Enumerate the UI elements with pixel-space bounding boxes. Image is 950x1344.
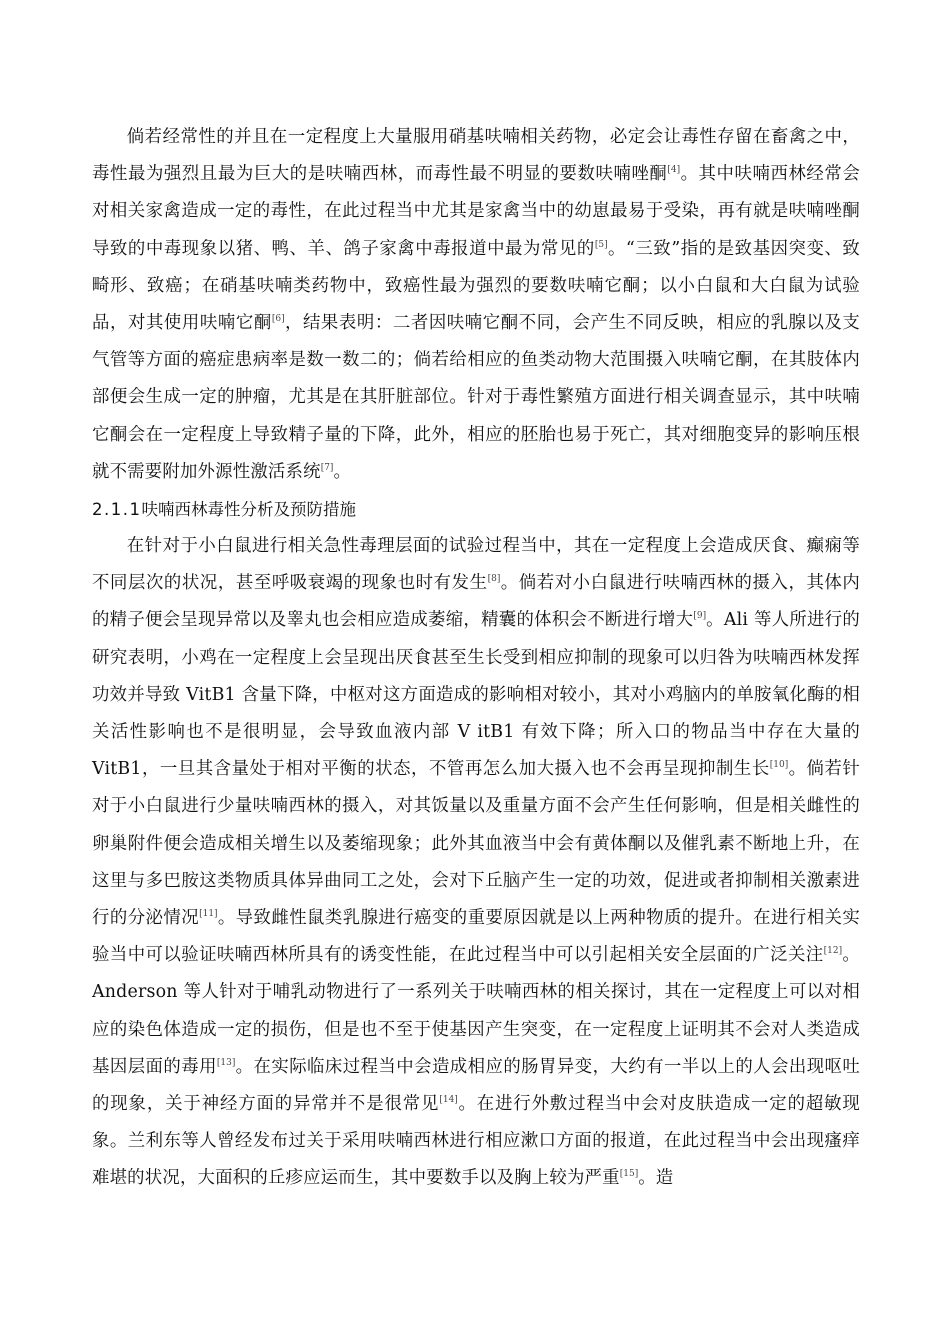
- text-segment: 。倘若针对于小白鼠进行少量呋喃西林的摄入，对其饭量以及重量方面不会产生任何影响，但是相关雌性的卵巢附件便会造成相关增生以及萎缩现象；此外其血液当中会有黄体酮以及催乳素不断地上升，在这里与多巴胺这类物质具体异曲同工之处，会对下丘脑产生一定的功效，促进或者抑制相关激素进行的分泌情况: [92, 759, 860, 929]
- citation-ref: [12]: [823, 946, 843, 957]
- citation-ref: [7]: [320, 462, 334, 473]
- text-segment: 。导致雌性鼠类乳腺进行癌变的重要原因就是以上两种物质的提升。在进行相关实验当中可以验证呋喃西林所具有的诱变性能，在此过程当中可以引起相关安全层面的广泛关注: [92, 908, 860, 966]
- citation-ref: [9]: [693, 611, 707, 622]
- citation-ref: [14]: [439, 1094, 458, 1105]
- citation-ref: [15]: [619, 1169, 639, 1180]
- text-segment: 。在进行外敷过程当中会对皮肤造成一定的超敏现象。兰利东等人曾经发布过关于采用呋喃西林进行相应漱口方面的报道，在此过程当中会出现瘙痒难堪的状况，大面积的丘疹应运而生，其中要数手以及胸上较为严重: [92, 1094, 860, 1189]
- text-segment: 倘若经常性的并且在一定程度上大量服用硝基呋喃相关药物，必定会让毒性存留在畜禽之中，毒性最为强烈且最为巨大的是呋喃西林，而毒性最不明显的要数呋喃唑酮: [92, 127, 860, 185]
- citation-ref: [10]: [769, 760, 789, 771]
- body-paragraph-2: [92, 528, 860, 1198]
- text-segment: 。: [333, 461, 352, 482]
- text-segment: 。Ali 等人所进行的研究表明，小鸡在一定程度上会呈现出厌食甚至生长受到相应抑制的现象可以归咎为呋喃西林发挥功效并导致 VitB1 含量下降，中枢对这方面造成的影响相对较小，其对小鸡脑内的单胺氧化酶的相关活性影响也不是很明显，会导致血液内部 V itB1 有效下降；所入口的物品当中存在大量的 VitB1，一旦其含量处于相对平衡的状态，不管再怎么加大摄入也不会再呈现抑制生长: [92, 610, 860, 780]
- text-segment: 。在实际临床过程当中会造成相应的肠胃异变，大约有一半以上的人会出现呕吐的现象，关于神经方面的异常并不是很常见: [92, 1056, 860, 1115]
- citation-ref: [8]: [487, 574, 501, 585]
- text-segment: 。其中呋喃西林经常会对相关家禽造成一定的毒性，在此过程当中尤其是家禽当中的幼崽最易于受染，再有就是呋喃唑酮导致的中毒现象以猪、鸭、羊、鸽子家禽中毒报道中最为常见的: [92, 164, 860, 259]
- text-segment: 。造: [638, 1168, 674, 1189]
- text-segment: 。倘若对小白鼠进行呋喃西林的摄入，其体内的精子便会呈现异常以及睾丸也会相应造成萎缩，精囊的体积会不断进行增大: [92, 573, 860, 631]
- text-segment: 。Anderson 等人针对于哺乳动物进行了一系列关于呋喃西林的相关探讨，其在一定程度上可以对相应的染色体造成一定的损伤，但是也不至于使基因产生突变，在一定程度上证明其不会对人类造成基因层面的毒用: [92, 945, 860, 1077]
- citation-ref: [4]: [667, 165, 681, 176]
- page-body: [92, 119, 860, 1198]
- citation-ref: [5]: [594, 239, 608, 250]
- section-number: 2.1.1: [92, 500, 142, 520]
- body-paragraph-1: [92, 119, 860, 491]
- citation-ref: [13]: [216, 1057, 236, 1068]
- text-segment: ，结果表明：二者因呋喃它酮不同，会产生不同反映，相应的乳腺以及支气管等方面的癌症患病率是数一数二的；倘若给相应的鱼类动物大范围摄入呋喃它酮，在其肢体内部便会生成一定的肿瘤，尤其是在其肝脏部位。针对于毒性繁殖方面进行相关调查显示，其中呋喃它酮会在一定程度上导致精子量的下降，此外，相应的胚胎也易于死亡，其对细胞变异的影响压根就不需要附加外源性激活系统: [92, 313, 860, 482]
- text-segment: 在针对于小白鼠进行相关急性毒理层面的试验过程当中，其在一定程度上会造成厌食、癫痫等不同层次的状况，甚至呼吸衰竭的现象也时有发生: [92, 536, 860, 594]
- text-segment: 。“三致”指的是致基因突变、致畸形、致癌；在硝基呋喃类药物中，致癌性最为强烈的要数呋喃它酮；以小白鼠和大白鼠为试验品，对其使用呋喃它酮: [92, 238, 860, 334]
- section-heading: [92, 491, 860, 528]
- citation-ref: [11]: [199, 908, 218, 919]
- section-title: 呋喃西林毒性分析及预防措施: [141, 500, 356, 520]
- citation-ref: [6]: [271, 313, 285, 324]
